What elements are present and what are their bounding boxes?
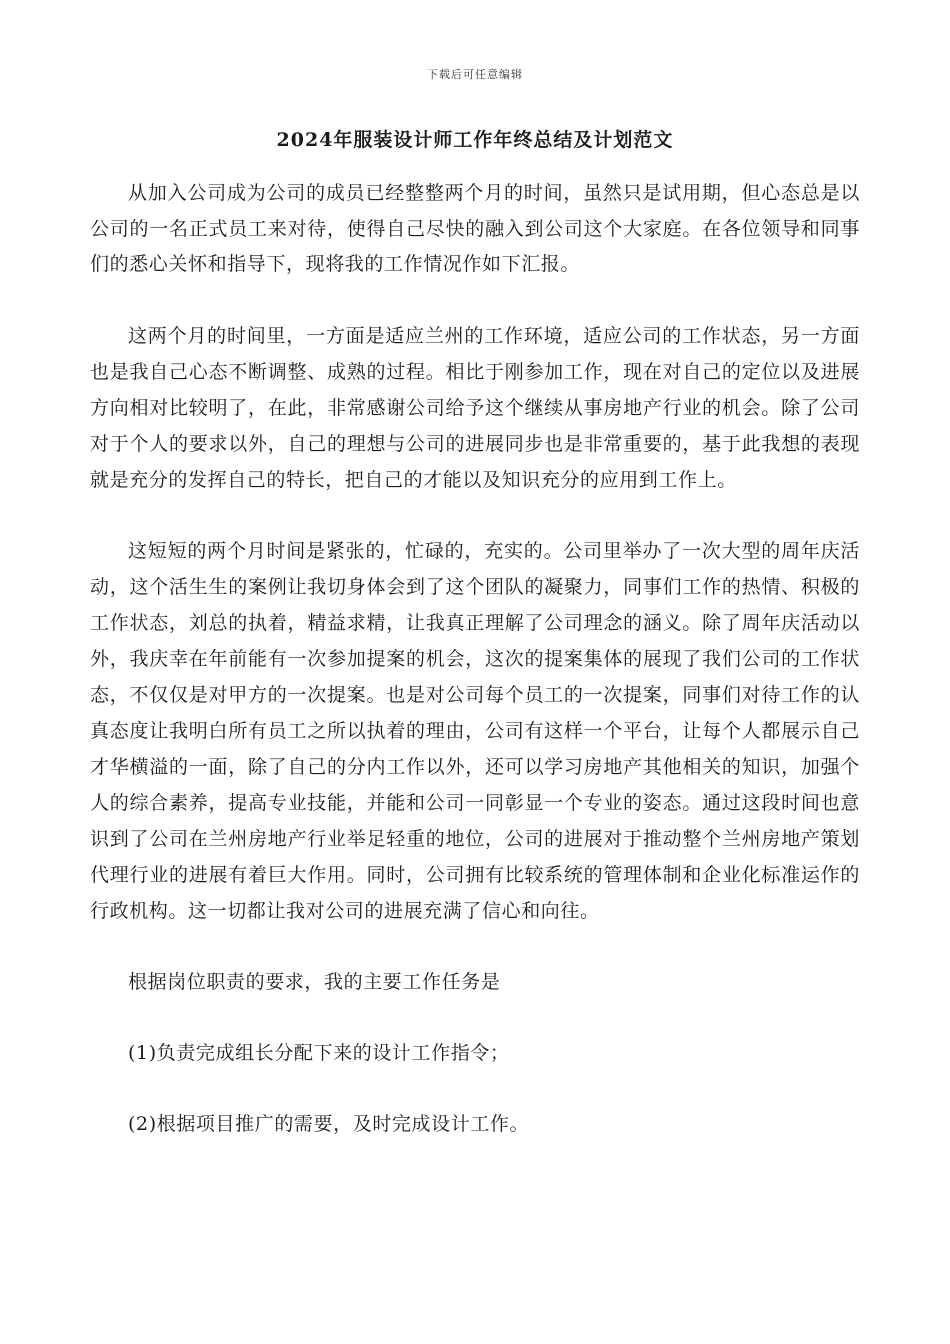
header-note: 下载后可任意编辑 <box>427 68 523 81</box>
paragraph-1: 从加入公司成为公司的成员已经整整两个月的时间，虽然只是试用期，但心态总是以公司的一名正式员工来对待，使得自己尽快的融入到公司这个大家庭。在各位领导和同事们的悉心关怀和指导下，现将我的工作情况作如下汇报。 <box>90 182 860 275</box>
document-title: 2024年服装设计师工作年终总结及计划范文 <box>276 129 674 151</box>
paragraph-3: 这短短的两个月时间是紧张的，忙碌的，充实的。公司里举办了一次大型的周年庆活动，这个活生生的案例让我切身体会到了这个团队的凝聚力，同事们工作的热情、积极的工作状态，刘总的执着，精益求精，让我真正理解了公司理念的涵义。除了周年庆活动以外，我庆幸在年前能有一次参加提案的机会，这次的提案集体的展现了我们公司的工作状态，不仅仅是对甲方的一次提案。也是对公司每个员工的一次提案，同事们对待工作的认真态度让我明白所有员工之所以执着的理由，公司有这样一个平台，让每个人都展示自己才华横溢的一面，除了自己的分内工作以外，还可以学习房地产其他相关的知识，加强个人的综合素养，提高专业技能，并能和公司一同彰显一个专业的姿态。通过这段时间也意识到了公司在兰州房地产行业举足轻重的地位，公司的进展对于推动整个兰州房地产策划代理行业的进展有着巨大作用。同时，公司拥有比较系统的管理体制和企业化标准运作的行政机构。这一切都让我对公司的进展充满了信心和向往。 <box>90 539 860 922</box>
paragraph-5: (1)负责完成组长分配下来的设计工作指令； <box>128 1041 510 1064</box>
paragraph-6: (2)根据项目推广的需要，及时完成设计工作。 <box>128 1112 530 1135</box>
paragraph-2: 这两个月的时间里，一方面是适应兰州的工作环境，适应公司的工作状态，另一方面也是我自己心态不断调整、成熟的过程。相比于刚参加工作，现在对自己的定位以及进展方向相对比较明了，在此，非常感谢公司给予这个继续从事房地产行业的机会。除了公司对于个人的要求以外，自己的理想与公司的进展同步也是非常重要的，基于此我想的表现就是充分的发挥自己的特长，把自己的才能以及知识充分的应用到工作上。 <box>90 324 860 491</box>
document-body <box>90 176 860 1177</box>
paragraph-4: 根据岗位职责的要求，我的主要工作任务是 <box>128 970 501 993</box>
